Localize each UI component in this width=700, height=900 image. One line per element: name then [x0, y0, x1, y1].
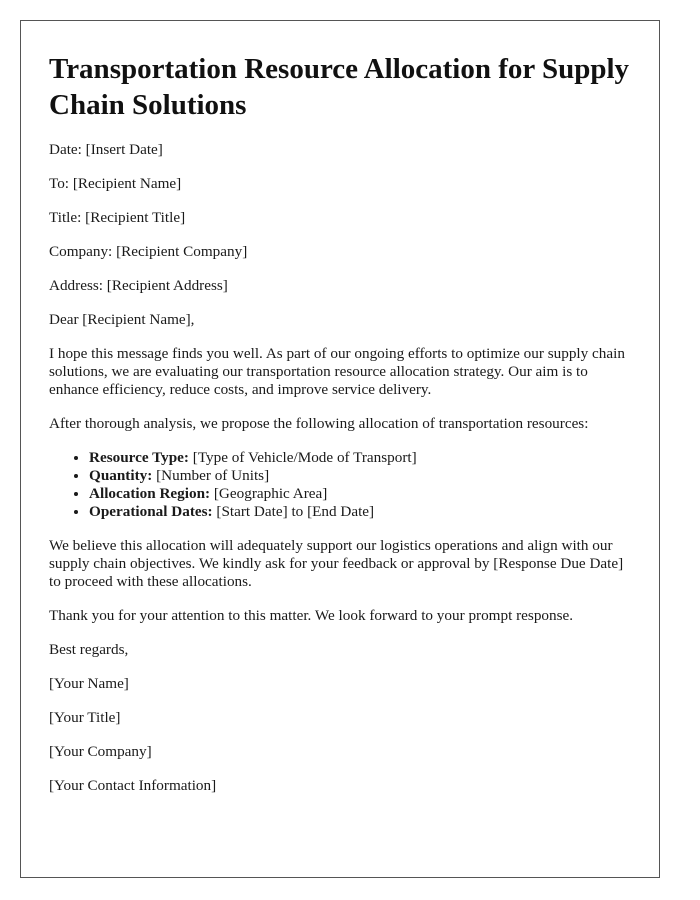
- intro-paragraph: I hope this message finds you well. As part of our ongoing efforts to optimize our supply chain solutions, we are evaluating our transportation resource allocation strategy. Our aim is to enhance efficiency, reduce costs, and improve service delivery.: [49, 345, 625, 398]
- signature-title: [Your Title]: [49, 709, 121, 726]
- letter-title: Transportation Resource Allocation for Supply Chain Solutions: [49, 53, 630, 121]
- recipient-address-field: Address: [Recipient Address]: [49, 277, 228, 294]
- list-item-value: [Geographic Area]: [210, 485, 328, 502]
- allocation-list: [49, 449, 630, 521]
- list-item: [89, 449, 630, 467]
- list-item-value: [Number of Units]: [152, 467, 270, 484]
- list-item-label: Allocation Region:: [89, 485, 211, 502]
- list-item: [89, 503, 630, 521]
- closing: Best regards,: [49, 641, 129, 658]
- signature-contact: [Your Contact Information]: [49, 777, 217, 794]
- signature-name: [Your Name]: [49, 675, 129, 692]
- letter-page: [20, 20, 660, 878]
- date-field: Date: [Insert Date]: [49, 141, 163, 158]
- list-item-value: [Start Date] to [End Date]: [212, 503, 375, 520]
- list-item-value: [Type of Vehicle/Mode of Transport]: [188, 449, 417, 466]
- support-paragraph: We believe this allocation will adequately support our logistics operations and align with our supply chain objectives. We kindly ask for your feedback or approval by [Response Due Date] to proceed with these allocations.: [49, 537, 624, 590]
- list-item: [89, 485, 630, 503]
- list-item-label: Quantity:: [89, 467, 153, 484]
- list-item-label: Operational Dates:: [89, 503, 213, 520]
- recipient-name-field: To: [Recipient Name]: [49, 175, 182, 192]
- list-item: [89, 467, 630, 485]
- recipient-title-field: Title: [Recipient Title]: [49, 209, 186, 226]
- recipient-company-field: Company: [Recipient Company]: [49, 243, 248, 260]
- salutation: Dear [Recipient Name],: [49, 311, 195, 328]
- signature-company: [Your Company]: [49, 743, 152, 760]
- thanks-paragraph: Thank you for your attention to this matter. We look forward to your prompt response.: [49, 607, 574, 624]
- list-item-label: Resource Type:: [89, 449, 189, 466]
- proposal-lead: After thorough analysis, we propose the following allocation of transportation resources:: [49, 415, 589, 432]
